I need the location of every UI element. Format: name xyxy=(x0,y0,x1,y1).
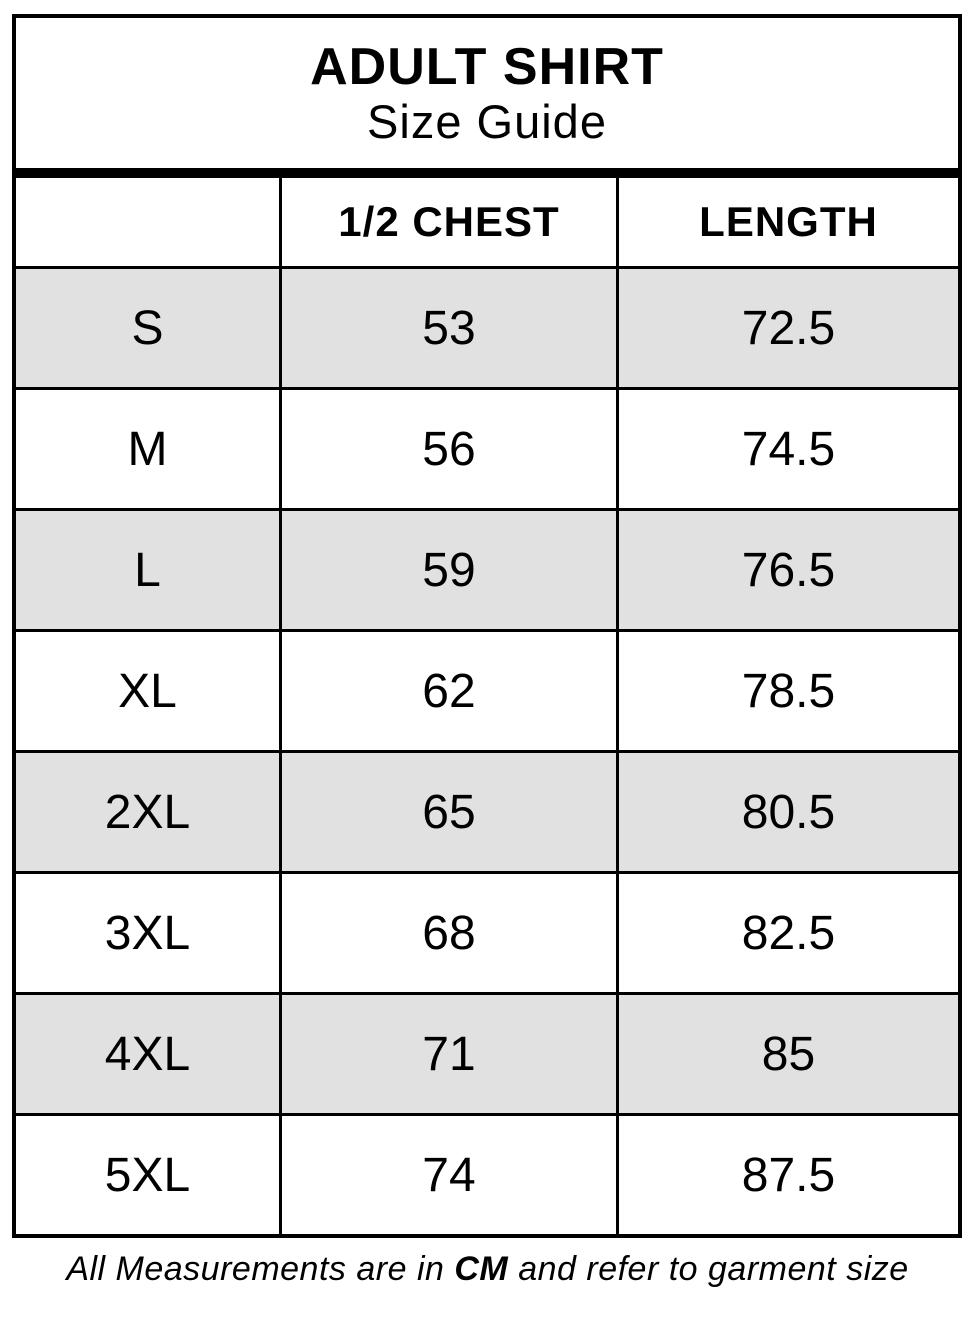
size-label: 3XL xyxy=(16,874,282,992)
header-row xyxy=(16,178,958,269)
length-value: 72.5 xyxy=(741,301,836,355)
note-prefix: All Measurements are in xyxy=(66,1250,455,1288)
note-unit: CM xyxy=(454,1250,509,1288)
length-value: 80.5 xyxy=(741,785,836,839)
chest-value: 56 xyxy=(282,390,619,508)
length-value: 85 xyxy=(761,1027,816,1081)
table-row-l xyxy=(16,511,958,632)
length-value: 78.5 xyxy=(741,664,836,718)
header-length-cell: LENGTH xyxy=(699,198,878,245)
table-row-4xl xyxy=(16,995,958,1116)
size-label: XL xyxy=(16,632,282,750)
table-row-3xl xyxy=(16,874,958,995)
chest-value: 62 xyxy=(282,632,619,750)
chest-value: 59 xyxy=(282,511,619,629)
length-value: 87.5 xyxy=(741,1148,836,1202)
table-row-s xyxy=(16,269,958,390)
chest-value: 71 xyxy=(282,995,619,1113)
table-row-m xyxy=(16,390,958,511)
size-label: 5XL xyxy=(16,1116,282,1234)
size-label: S xyxy=(16,269,282,387)
header-chest-cell: 1/2 CHEST xyxy=(282,178,619,266)
chest-value: 68 xyxy=(282,874,619,992)
length-value: 82.5 xyxy=(741,906,836,960)
note-suffix: and refer to garment size xyxy=(508,1250,909,1288)
chest-value: 53 xyxy=(282,269,619,387)
size-label: L xyxy=(16,511,282,629)
header-size-cell xyxy=(16,178,282,266)
title-main: ADULT SHIRT xyxy=(310,37,664,96)
measurement-note xyxy=(0,1250,975,1289)
table-row-5xl xyxy=(16,1116,958,1234)
size-label: M xyxy=(16,390,282,508)
chest-value: 74 xyxy=(282,1116,619,1234)
length-value: 76.5 xyxy=(741,543,836,597)
length-value: 74.5 xyxy=(741,422,836,476)
table-row-xl xyxy=(16,632,958,753)
chest-value: 65 xyxy=(282,753,619,871)
table-title-block xyxy=(16,18,958,178)
size-label: 4XL xyxy=(16,995,282,1113)
table-row-2xl xyxy=(16,753,958,874)
size-label: 2XL xyxy=(16,753,282,871)
size-table xyxy=(12,14,962,1238)
title-subtitle: Size Guide xyxy=(367,94,607,148)
